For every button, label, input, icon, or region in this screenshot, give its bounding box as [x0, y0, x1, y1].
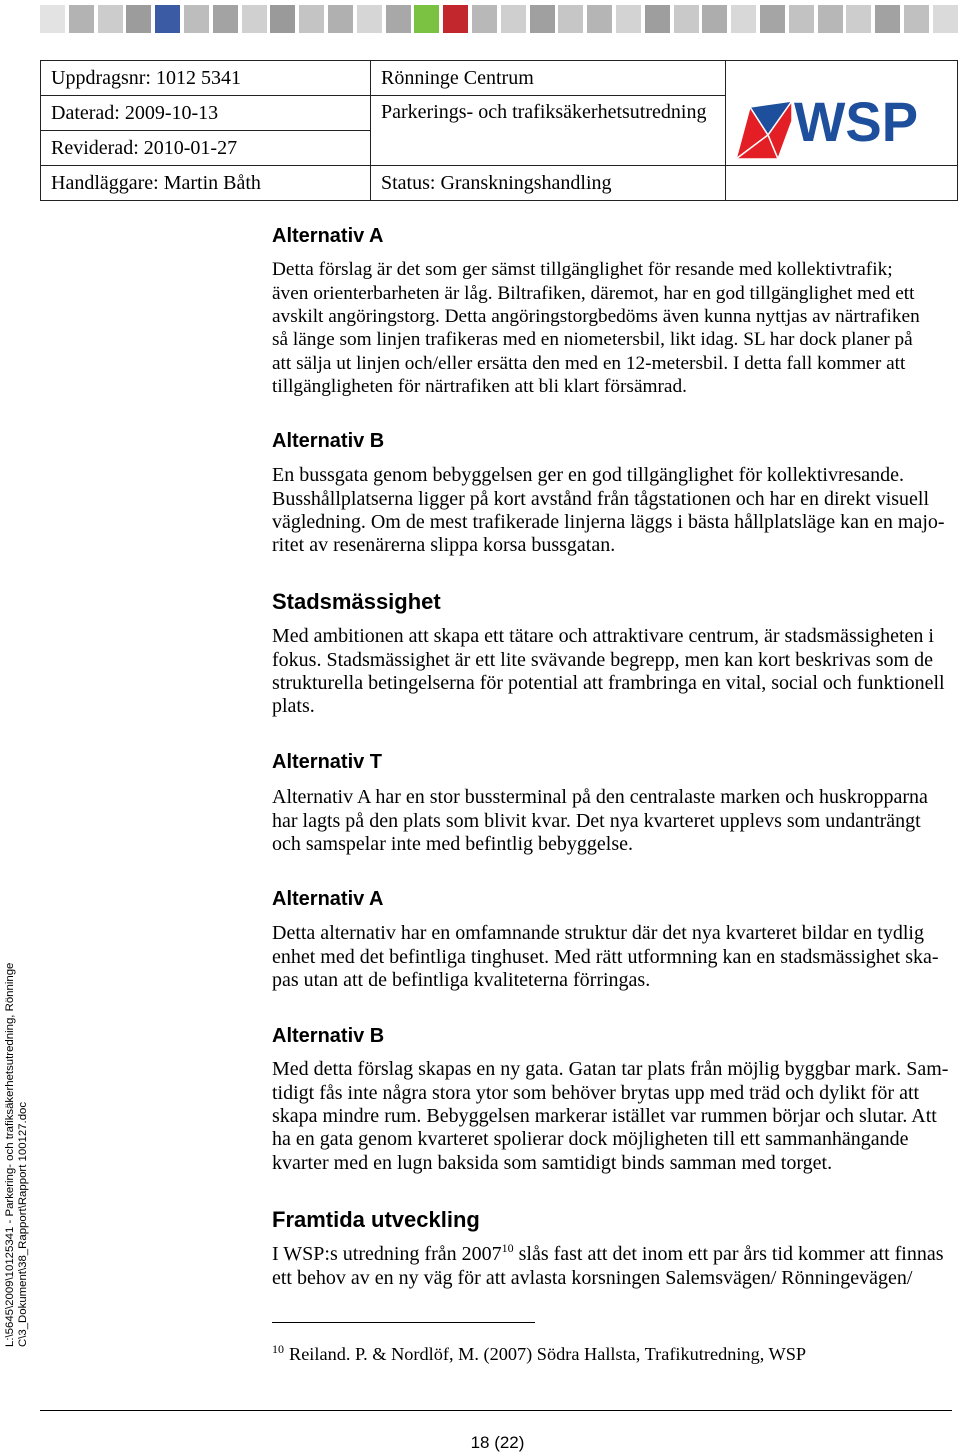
- section-heading: Alternativ B: [272, 1025, 385, 1047]
- banner-square: [69, 5, 94, 33]
- banner-square: [270, 5, 295, 33]
- date-revised: Reviderad: 2010-01-27: [41, 131, 371, 166]
- paragraph-line: Detta alternativ har en omfamnande struktur där det nya kvarteret bildar en tydlig: [272, 922, 924, 945]
- paragraph-line: pas utan att de befintliga kvaliteterna förringas.: [272, 968, 651, 991]
- empty-header-cell: [726, 166, 958, 201]
- line-text: I WSP:s utredning från 2007: [272, 1243, 502, 1266]
- paragraph-line: Busshållplatserna ligger på kort avstånd från tågstationen och har en direkt visuell: [272, 487, 930, 510]
- logo-cell: [726, 61, 958, 166]
- banner-square: [731, 5, 756, 33]
- paragraph-line: enhet med det befintliga tinghuset. Med rätt utformning kan en stadsmässighet ska-: [272, 945, 939, 968]
- banner-square: [98, 5, 123, 33]
- banner-square: [587, 5, 612, 33]
- paragraph-line: vägledning. Om de mest trafikerade linjerna läggs i bästa hållplatsläge kan en majo-: [272, 510, 945, 533]
- banner-square: [904, 5, 929, 33]
- paragraph-line: även orienterbarheten är låg. Biltrafiken, däremot, har en god tillgänglighet med ett: [272, 282, 915, 304]
- banner-square: [616, 5, 641, 33]
- paragraph-line: [272, 1243, 944, 1266]
- paragraph-line: har lagts på den plats som blivit kvar. Det nya kvarteret upplevs som undanträngt: [272, 809, 921, 832]
- banner-square: [386, 5, 411, 33]
- project-number: Uppdragsnr: 1012 5341: [41, 61, 371, 96]
- paragraph-line: avskilt angöringstorg. Detta angöringstorgbedöms även kunna nyttjas av närtrafiken: [272, 305, 920, 327]
- banner-square: [674, 5, 699, 33]
- banner-square: [443, 5, 468, 33]
- paragraph: [272, 258, 920, 398]
- document-status: Status: Granskningshandling: [371, 166, 726, 201]
- paragraph-line: Alternativ A har en stor bussterminal på den centralaste marken och huskropparna: [272, 786, 928, 809]
- paragraph: [272, 922, 939, 992]
- section-heading: Alternativ T: [272, 751, 383, 773]
- banner-square: [933, 5, 958, 33]
- file-path-line: C\3_Dokument\38_Rapport\Rapport 100127.doc: [17, 1101, 29, 1347]
- banner-square: [645, 5, 670, 33]
- paragraph-line: plats.: [272, 695, 315, 718]
- wsp-logo: [726, 61, 958, 161]
- banner-square: [501, 5, 526, 33]
- banner-square: [126, 5, 151, 33]
- banner-square: [702, 5, 727, 33]
- report-title: Parkerings- och trafiksäkerhetsutredning: [371, 96, 726, 166]
- color-banner: [40, 5, 958, 33]
- banner-square: [242, 5, 267, 33]
- banner-square: [414, 5, 439, 33]
- paragraph: [272, 464, 945, 557]
- logo-text: WSP: [794, 90, 918, 153]
- section-heading: Alternativ B: [272, 430, 385, 452]
- date-dated: Daterad: 2009-10-13: [41, 96, 371, 131]
- paragraph-line: och samspelar inte med befintlig bebyggelse.: [272, 832, 634, 855]
- paragraph-line: Med detta förslag skapas en ny gata. Gatan tar plats från möjlig byggbar mark. Sam-: [272, 1058, 949, 1081]
- banner-square: [530, 5, 555, 33]
- footnote-reference: 10: [501, 1241, 514, 1256]
- case-handler: Handläggare: Martin Båth: [41, 166, 371, 201]
- banner-square: [155, 5, 180, 33]
- banner-square: [760, 5, 785, 33]
- paragraph: [272, 625, 945, 718]
- footer-rule: [40, 1410, 952, 1411]
- paragraph-line: skapa mindre rum. Bebyggelsen markerar istället var rummen börjar och slutar. Att: [272, 1104, 937, 1127]
- file-path-line: L:\5645\2009\10125341 - Parkering- och trafiksäkerhetsutredning, Rönninge: [4, 962, 16, 1347]
- paragraph: [272, 1243, 944, 1290]
- paragraph-line: ett behov av en ny väg för att avlasta korsningen Salemsvägen/ Rönningevägen/: [272, 1266, 913, 1289]
- banner-square: [299, 5, 324, 33]
- footnote-marker: 10: [272, 1342, 284, 1356]
- section-heading: Alternativ A: [272, 888, 384, 910]
- paragraph-line: tidigt fås inte några stora ytor som behöver brytas upp med träd och dylikt för att: [272, 1081, 920, 1104]
- paragraph: [272, 786, 928, 856]
- paragraph-line: kvarter med en lugn baksida som samtidigt binds samman med torget.: [272, 1151, 833, 1174]
- paragraph-line: att sälja ut linjen och/eller ersätta den med en 12-metersbil. I detta fall kommer att: [272, 352, 906, 374]
- section-heading: Stadsmässighet: [272, 589, 441, 614]
- file-path-margin: [4, 947, 30, 1347]
- banner-square: [184, 5, 209, 33]
- section-heading: Alternativ A: [272, 225, 384, 247]
- paragraph-line: så länge som linjen trafikeras med en niometersbil, likt idag. SL har dock planer på: [272, 329, 913, 351]
- footnote-text: Reiland. P. & Nordlöf, M. (2007) Södra Hallsta, Trafikutredning, WSP: [289, 1344, 807, 1364]
- paragraph-line: Detta förslag är det som ger sämst tillgänglighet för resande med kollektivtrafik;: [272, 259, 893, 281]
- paragraph-line: Med ambitionen att skapa ett tätare och attraktivare centrum, är stadsmässigheten i: [272, 625, 934, 648]
- project-name: Rönninge Centrum: [371, 61, 726, 96]
- banner-square: [789, 5, 814, 33]
- line-text: slås fast att det inom ett par års tid kommer att finnas: [518, 1243, 944, 1266]
- header-table: [40, 60, 958, 201]
- section-heading: Framtida utveckling: [272, 1207, 480, 1232]
- paragraph-line: strukturella betingelserna för potential att frambringa en vital, social och funktionell: [272, 671, 945, 694]
- banner-square: [40, 5, 65, 33]
- banner-square: [818, 5, 843, 33]
- banner-square: [558, 5, 583, 33]
- paragraph-line: ha en gata genom kvarteret spolierar dock möjligheten till ett sammanhängande: [272, 1128, 909, 1151]
- banner-square: [472, 5, 497, 33]
- banner-square: [328, 5, 353, 33]
- banner-square: [875, 5, 900, 33]
- paragraph: [272, 1058, 948, 1174]
- paragraph-line: fokus. Stadsmässighet är ett lite svävande begrepp, men kan kort beskrivas som de: [272, 648, 933, 671]
- page-number: 18 (22): [470, 1433, 525, 1452]
- footnote-separator: [272, 1322, 535, 1323]
- banner-square: [213, 5, 238, 33]
- paragraph-line: En bussgata genom bebyggelsen ger en god tillgänglighet för kollektivresande.: [272, 464, 905, 487]
- paragraph-line: tillgängligheten för närtrafiken att bli klart försämrad.: [272, 375, 687, 397]
- banner-square: [846, 5, 871, 33]
- paragraph-line: ritet av resenärerna slippa korsa bussgatan.: [272, 534, 616, 557]
- footnote: [272, 1343, 806, 1365]
- banner-square: [357, 5, 382, 33]
